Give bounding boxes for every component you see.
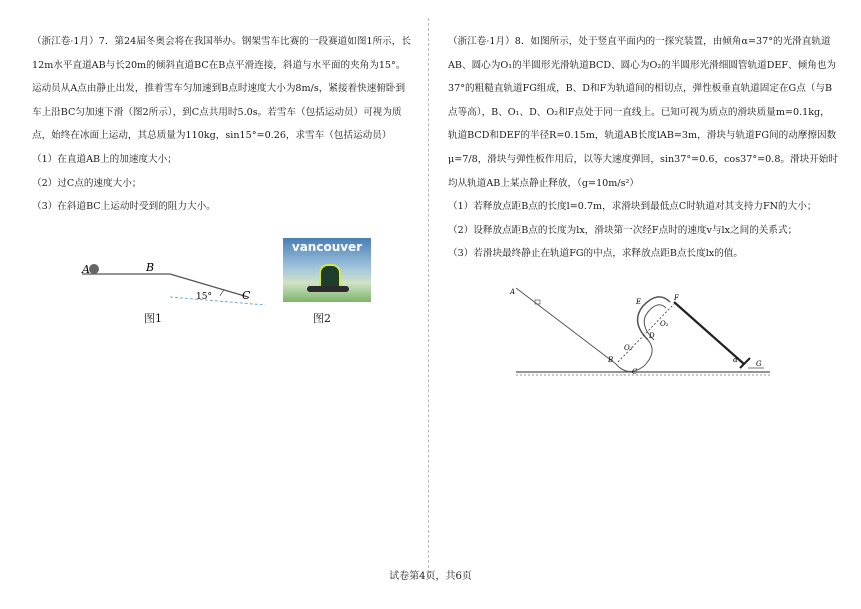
sled-athlete-icon: [89, 264, 99, 274]
page-footer: 试卷第4页，共6页: [389, 571, 472, 582]
q8-item-2: （2）设释放点距B点的长度为lx，滑块第一次经F点时的速度v与lx之间的关系式；: [448, 224, 798, 236]
fig8-label-o2: O₂: [660, 320, 669, 328]
column-divider: [428, 18, 429, 578]
q7-item-1: （1）在直道AB上的加速度大小；: [32, 153, 177, 165]
q8-item-3: （3）若滑块最终静止在轨道FG的中点，求释放点距B点长度lx的值。: [448, 248, 743, 260]
fig1-label-a: A: [82, 263, 90, 276]
fig1-caption: 图1: [144, 312, 162, 325]
fig1-angle: 15°: [196, 292, 212, 302]
fig8-label-e: E: [636, 298, 642, 306]
fig8-label-o1: O₁: [624, 344, 633, 352]
fig8-label-c: C: [632, 368, 638, 376]
fig2-caption: 图2: [313, 312, 331, 325]
sled-icon: [307, 286, 349, 292]
fig8-label-b: B: [608, 356, 614, 364]
fig1-label-b: B: [146, 261, 155, 274]
figure-2-photo: [283, 238, 371, 302]
figure-1-track: [70, 255, 270, 315]
figure-8-apparatus: [508, 282, 778, 380]
question-7: [32, 30, 412, 219]
q7-item-2: （2）过C点的速度大小；: [32, 177, 142, 189]
fig8-label-a: A: [510, 288, 516, 296]
q7-item-3: （3）在斜道BC上运动时受到的阻力大小。: [32, 201, 216, 213]
fig8-label-alpha: α: [733, 356, 738, 364]
q8-paragraph: （浙江卷·1月）8．如图所示，处于竖直平面内的一探究装置，由倾角α=37°的光滑直轨道AB、圆心为O₁的半圆形光滑轨道BCD、圆心为O₂的半圆形光滑细圆管轨道DEF、倾角也为37°的粗糙直轨道FG组成，B、D和F为轨道间的相切点，弹性板垂直轨道固定在G点（与B点等高），B、O₁、D、O₂和F点处于同一直线上。已知可视为质点的滑块质量m=0.1kg，轨道BCD和DEF的半径R=0.15m，轨道AB长度lAB=3m，滑块与轨道FG间的动摩擦因数μ=7/8，滑块与弹性板作用后，以等大速度弹回，sin37°=0.6，cos37°=0.8。滑块开始时均从轨道AB上某点静止释放，（g=10m/s²）: [448, 36, 838, 189]
fig8-label-d: D: [649, 332, 655, 340]
fig8-label-f: F: [674, 294, 679, 302]
photo-brand-text: vancouver: [291, 240, 363, 254]
question-8: [448, 30, 838, 266]
q7-paragraph: （浙江卷·1月）7．第24届冬奥会将在我国举办。钢架雪车比赛的一段赛道如图1所示，长12m水平直道AB与长20m的倾斜直道BC在B点平滑连接，斜道与水平面的夹角为15°。运动员从A点由静止出发，推着雪车匀加速到B点时速度大小为8m/s，紧接着快速俯卧到车上沿BC匀加速下滑（图2所示），到C点共用时5.0s。若雪车（包括运动员）可视为质点，始终在冰面上运动，其总质量为110kg，sin15°=0.26，求雪车（包括运动员）: [32, 36, 411, 142]
fig1-label-c: C: [242, 289, 251, 302]
fig8-label-g: G: [756, 360, 762, 368]
q8-item-1: （1）若释放点距B点的长度l=0.7m，求滑块到最低点C时轨道对其支持力FN的大小；: [448, 201, 817, 213]
